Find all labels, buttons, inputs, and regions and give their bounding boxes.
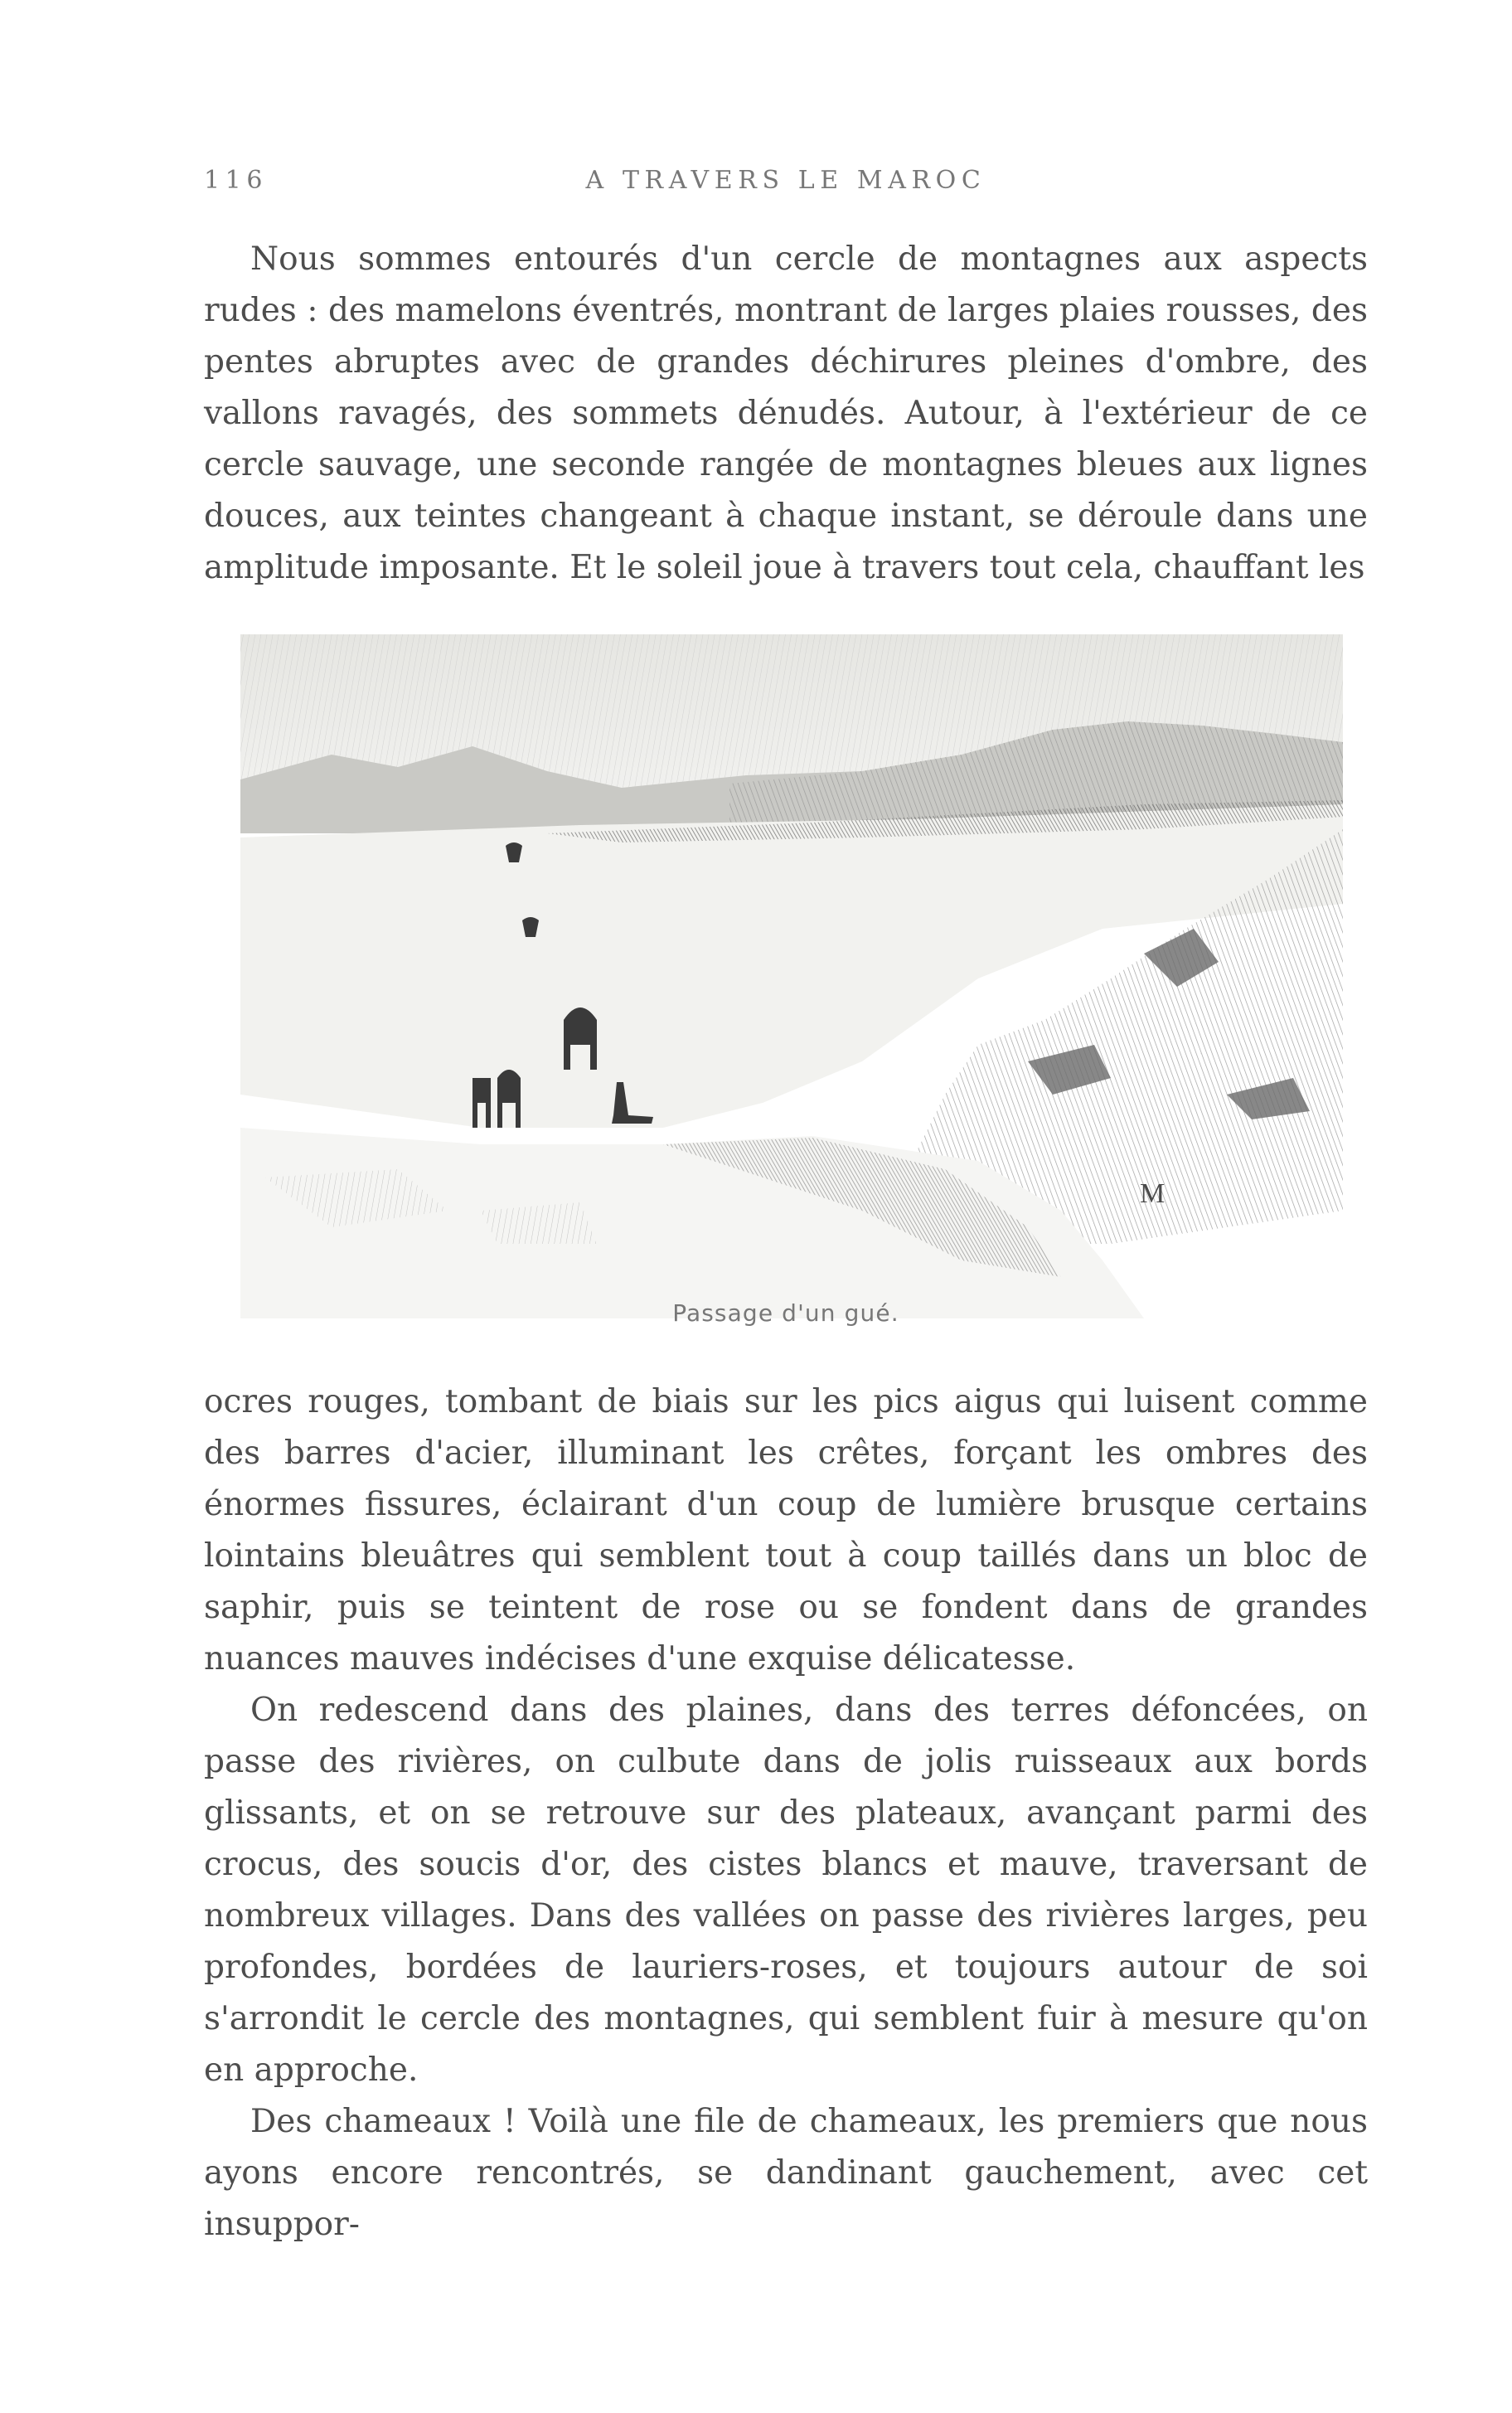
- paragraph-camels: Des chameaux ! Voilà une file de chameaux, les premiers que nous ayons encore rencontrés, se dandinant gauchement, avec cet insuppor-: [204, 2103, 1368, 2243]
- illustration-caption: Passage d'un gué.: [672, 1299, 899, 1327]
- paragraph-top: Nous sommes entourés d'un cercle de montagnes aux aspects rudes : des mamelons éventrés, montrant de larges plaies rousses, des pentes abruptes avec de grandes déchirures pleines d'ombre, des vallons ravagés, des sommets dénudés. Autour, à l'extérieur de ce cercle sauvage, une seconde rangée de montagnes bleues aux lignes douces, aux teintes changeant à chaque instant, se déroule dans une amplitude imposante. Et le soleil joue à travers tout cela, chauffant les: [204, 240, 1368, 586]
- illustration-drawing: [232, 630, 1351, 1318]
- paragraph-continuation: ocres rouges, tombant de biais sur les pics aigus qui luisent comme des barres d'acier, illuminant les crêtes, forçant les ombres des énormes fissures, éclairant d'un coup de lumière brusque certains lointains bleuâtres qui semblent tout à coup taillés dans un bloc de saphir, puis se teintent de rose ou se fondent dans de grandes nuances mauves indécises d'une exquise délicatesse.: [204, 1383, 1368, 1677]
- running-head: [204, 166, 1368, 216]
- page-number: 116: [204, 166, 269, 195]
- lower-text-block: [204, 1376, 1368, 2250]
- paragraph-plains: On redescend dans des plaines, dans des terres défoncées, on passe des rivières, on culbute dans de jolis ruisseaux aux bords glissants, et on se retrouve sur des plateaux, avançant parmi des crocus, des soucis d'or, des cistes blancs et mauve, traversant de nombreux villages. Dans des vallées on passe des rivières larges, peu profondes, bordées de lauriers-roses, et toujours autour de soi s'arrondit le cercle des montagnes, qui semblent fuir à mesure qu'on en approche.: [204, 1692, 1368, 2089]
- running-title: A TRAVERS LE MAROC: [585, 166, 986, 195]
- artist-monogram: M: [1140, 1178, 1166, 1209]
- top-text-block: [204, 234, 1368, 594]
- illustration-ford-crossing: [232, 630, 1351, 1318]
